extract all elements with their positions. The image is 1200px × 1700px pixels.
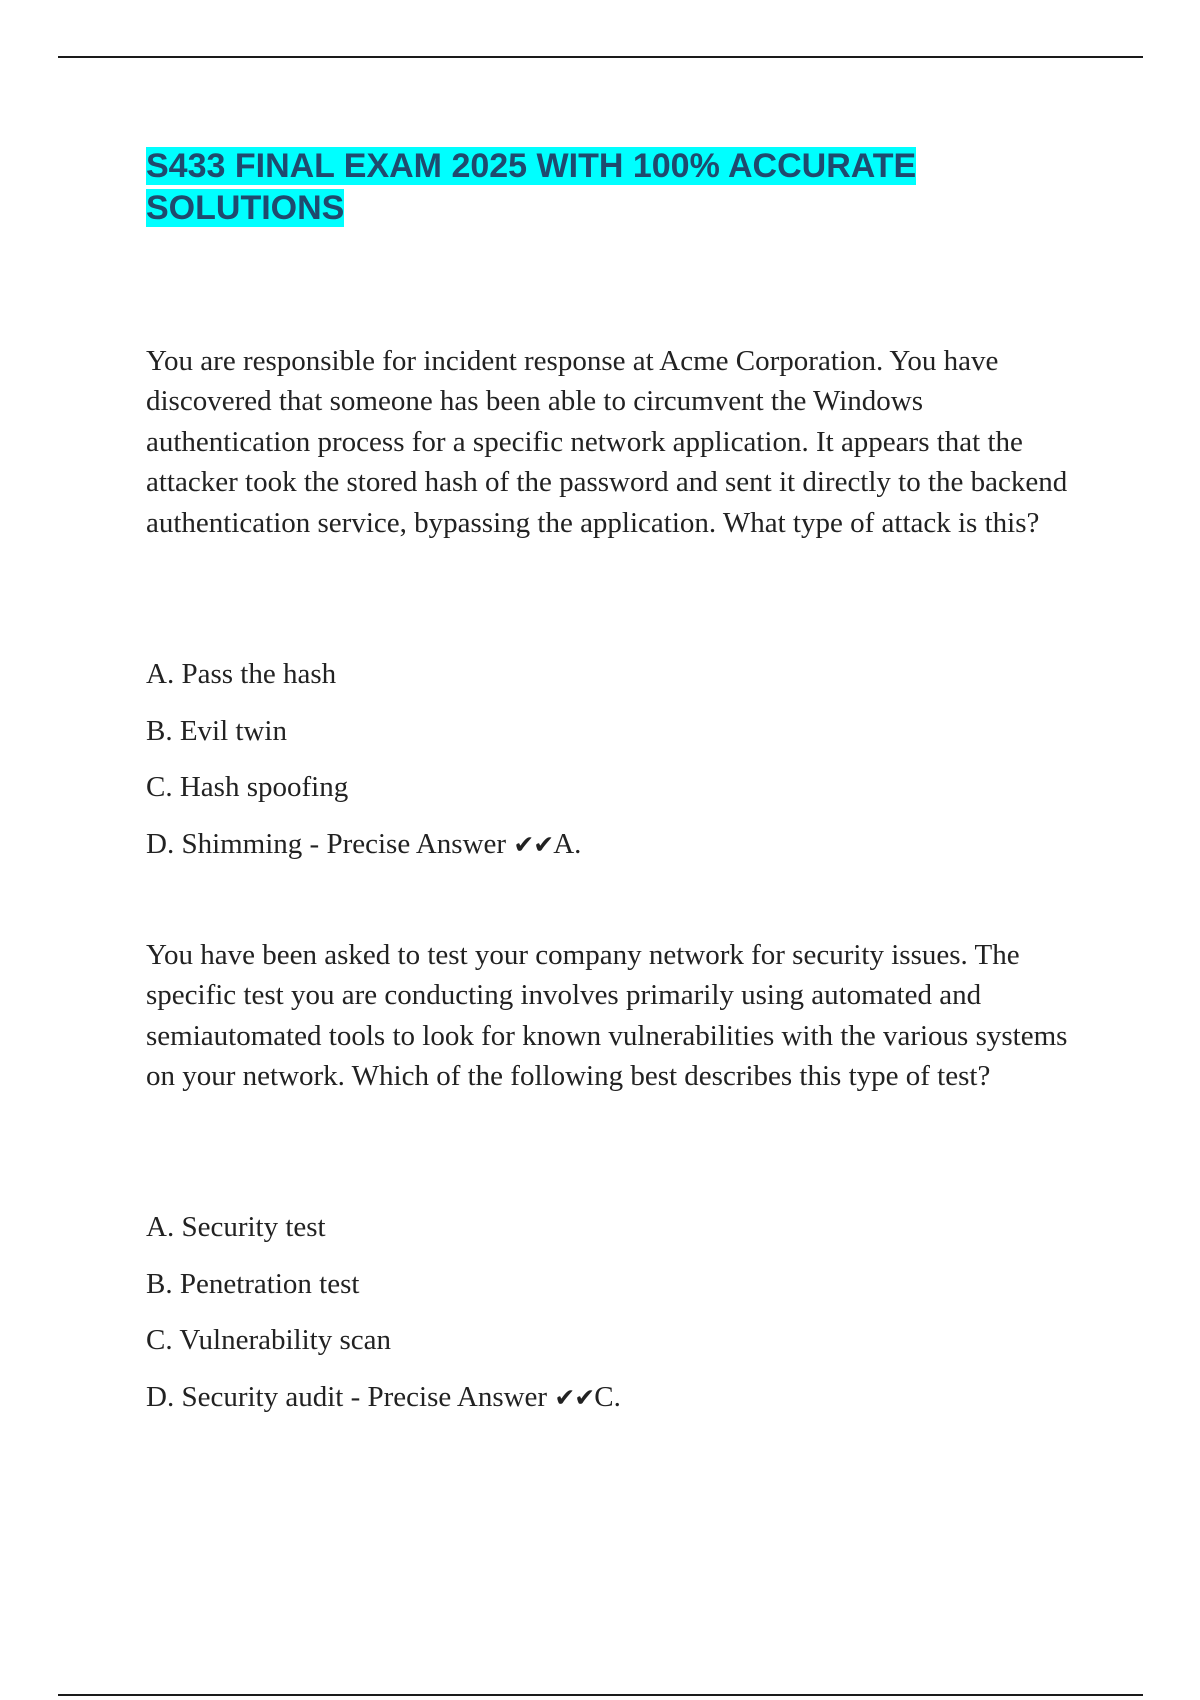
answer-letter: C. xyxy=(594,1380,621,1413)
option-b: B. Penetration test xyxy=(146,1267,360,1300)
option-a: A. Pass the hash xyxy=(146,658,337,690)
page-title: S433 FINAL EXAM 2025 WITH 100% ACCURATE SOLUTIONS xyxy=(146,147,917,227)
answer-letter: A. xyxy=(553,827,582,860)
option-d-with-answer xyxy=(146,1377,1046,1434)
bottom-divider xyxy=(58,1694,1143,1696)
option-d: D. Shimming - Precise Answer xyxy=(146,827,507,860)
option-b: B. Evil twin xyxy=(146,714,287,747)
option-d: D. Security audit - Precise Answer xyxy=(146,1380,548,1413)
option-c: C. Hash spoofing xyxy=(146,771,349,803)
option-a: A. Security test xyxy=(146,1211,326,1243)
option-c: C. Vulnerability scan xyxy=(146,1324,391,1356)
question-1-options xyxy=(146,654,1046,880)
top-divider xyxy=(58,56,1143,58)
question-1-text: You are responsible for incident response at Acme Corporation. You have discovered that someone has been able to circumvent the Windows authentication process for a specific network application. It appears that the attacker took the stored hash of the password and sent it directly to the backend authentication service, bypassing the application. What type of attack is this? xyxy=(146,345,1068,539)
question-2-text: You have been asked to test your company network for security issues. The specific test you are conducting involves primarily using automated and semiautomated tools to look for known vulnerabilities with the various systems on your network. Which of the following best describes this type of test? xyxy=(146,939,1068,1093)
option-d-with-answer xyxy=(146,824,1046,881)
question-2-options xyxy=(146,1207,1046,1433)
checkmark-icon: ✔✔ xyxy=(513,829,554,859)
checkmark-icon: ✔✔ xyxy=(554,1382,595,1412)
